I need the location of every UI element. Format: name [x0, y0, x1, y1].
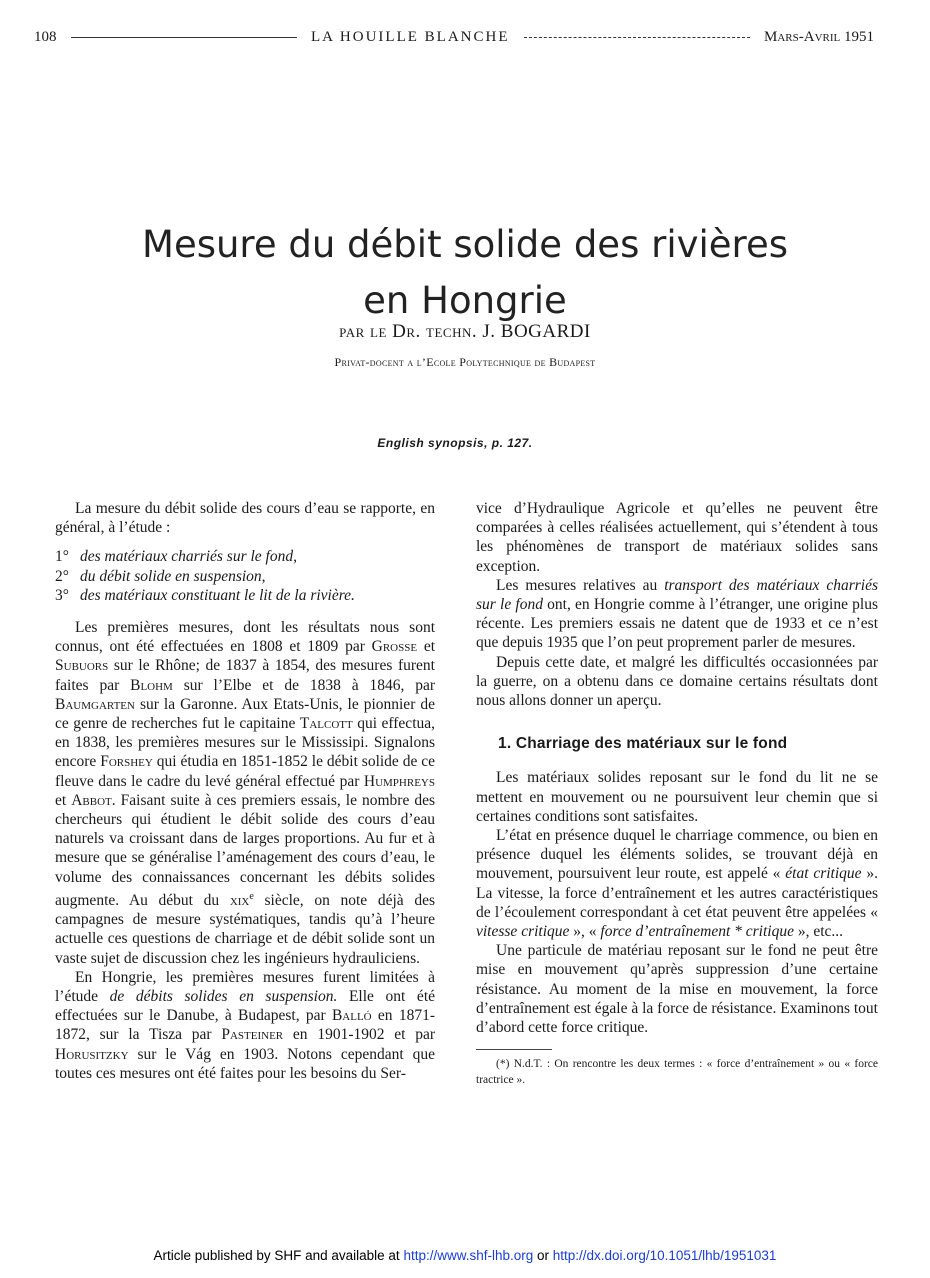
author-byline: par le Dr. techn. J. BOGARDI — [339, 321, 591, 342]
intro-paragraph: La mesure du débit solide des cours d’eau se rapporte, en général, à l’étude : — [55, 500, 435, 537]
history-paragraph: Les premières mesures, dont les résultats nous sont connus, ont été effectuées en 1808 et 1809 par Grosse et Subuors sur le Rhône; de 1837 à 1854, des mesures furent faites par Blohm sur l’Elbe et de 1838 à 1846, par Baumgarten sur la Garonne. Aux Etats-Unis, le pionnier de ce genre de recherches fut le capitaine Talcott qui effectua, en 1838, les premières mesures sur le Mississipi. Signalons encore Forshey qui étudia en 1851-1852 le débit solide de ce fleuve dans le cadre du levé général effectué par Humphreys et Abbot. Faisant suite à ces premiers essais, le nombre des chercheurs qui étudient le débit solide des cours d’eau naturels va croissant dans de larges proportions. Au fur et à mesure que se généralise l’aménagement des cours d’eau, le volume des connaissances concernant les débits solides augmente. Au début du xix$^e$ siècle, on note déjà des campagnes de mesure systématiques, tandis qu’à l’heure actuelle ces questions de charriage et de débit solide sont un vaste sujet de discussion chez les ingénieurs hydrauliciens. — [55, 619, 436, 967]
critical-force-paragraph: Une particule de matériau reposant sur le fond ne peut être mise en mouvement qu’après suppression d’une certaine résistance. Au moment de la mise en mouvement, la force d’entraînement est égale à la force de résistance. Examinons tout d’abord cette force critique. — [476, 942, 878, 1037]
results-paragraph: Depuis cette date, et malgré les difficultés occasionnées par la guerre, on a obtenu dans ce domaine certains résultats dont nous allons donner un aperçu. — [476, 653, 878, 710]
page-number: 108 — [34, 28, 57, 45]
study-list — [55, 547, 435, 605]
author-affiliation: Privat-docent a l’Ecole Polytechnique de Budapest — [334, 355, 596, 369]
title-line-2: en Hongrie — [363, 278, 567, 322]
left-column — [55, 499, 435, 1083]
shf-link[interactable]: http://www.shf-lhb.org — [403, 1248, 534, 1263]
hungary-paragraph: En Hongrie, les premières mesures furent limitées à l’étude de débits solides en suspension. Elle ont été effectuées sur le Danube, à Budapest, par Balló en 1871-1872, sur la Tisza par Pasteiner en 1901-1902 et par Horusitzky sur le Vág en 1903. Notons cependant que toutes ces mesures ont été faites pour les besoins du Ser- — [55, 968, 435, 1082]
publication-footer — [0, 1248, 930, 1263]
footnote: (*) N.d.T. : On rencontre les deux termes : « force d’entraînement » ou « force tractrice ». — [476, 1058, 878, 1087]
footer-middle: or — [533, 1248, 553, 1263]
header-rule-right — [524, 37, 751, 38]
list-item: 1° des matériaux charriés sur le fond, — [55, 548, 297, 566]
journal-name: LA HOUILLE BLANCHE — [311, 28, 510, 45]
header-rule-left — [71, 37, 298, 38]
doi-link[interactable]: http://dx.doi.org/10.1051/lhb/1951031 — [552, 1248, 777, 1263]
right-column — [476, 499, 878, 1088]
footnote-rule — [476, 1049, 552, 1050]
english-synopsis-reference: English synopsis, p. 127. — [377, 436, 533, 450]
conditions-paragraph: Les matériaux solides reposant sur le fond du lit ne se mettent en mouvement ou ne poursuivent leur chemin que si certaines conditions sont satisfaites. — [476, 769, 878, 825]
issue-date: Mars-Avril 1951 — [764, 28, 874, 45]
footer-prefix: Article published by SHF and available at — [153, 1248, 404, 1263]
article-title — [60, 217, 870, 329]
continuation-paragraph: vice d’Hydraulique Agricole et qu’elles ne peuvent être comparées à celles réalisées actuellement, qui s’étendent à tous les phénomènes de transport de matériaux solides sans exception. — [476, 500, 878, 575]
section-heading: 1. Charriage des matériaux sur le fond — [498, 735, 788, 753]
list-item: 2° du débit solide en suspension, — [55, 567, 266, 585]
critical-state-paragraph: L’état en présence duquel le charriage commence, ou bien en présence duquel les éléments solides, se trouvant déjà en mouvement, poursuivent leur route, est appelé « état critique ». La vitesse, la force d’entraînement et les autres caractéristiques de l’écoulement correspondant à cet état peuvent être appelées « vitesse critique », « force d’entraînement * critique », etc... — [476, 827, 878, 941]
bedload-history-paragraph: Les mesures relatives au transport des matériaux charriés sur le fond ont, en Hongrie comme à l’étranger, une origine plus récente. Les premiers essais ne datent que de 1933 et ce n’est que depuis 1935 que l’on peut proprement parler de mesures. — [476, 576, 879, 652]
list-item: 3° des matériaux constituant le lit de la rivière. — [55, 586, 355, 604]
title-line-1: Mesure du débit solide des rivières — [142, 222, 788, 266]
running-header — [34, 26, 874, 48]
